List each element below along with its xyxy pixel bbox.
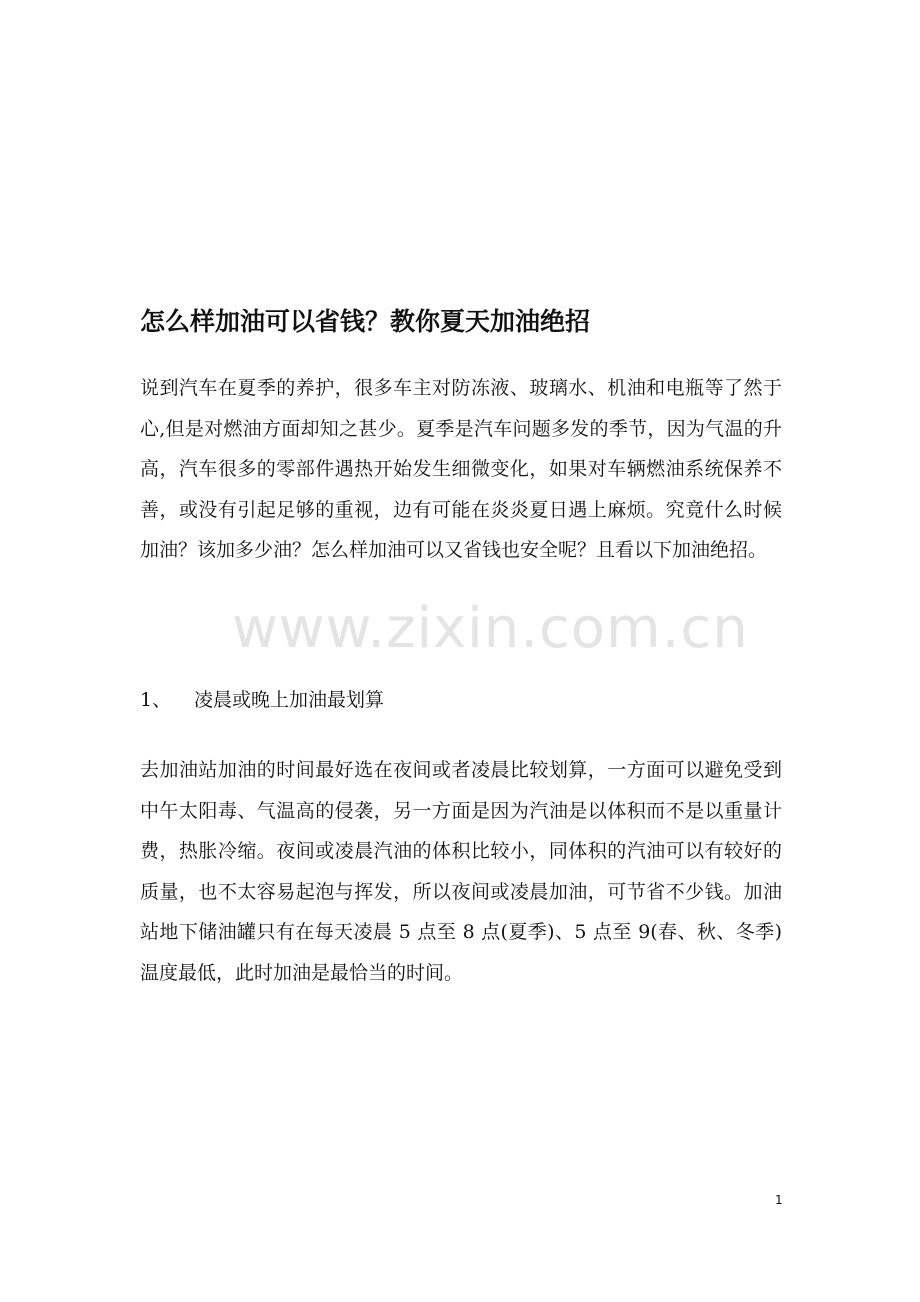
section-number: 1、: [140, 689, 172, 711]
document-title: 怎么样加油可以省钱？教你夏天加油绝招: [140, 307, 591, 336]
section-heading-text: 凌晨或晚上加油最划算: [194, 689, 385, 711]
section-body-paragraph: 去加油站加油的时间最好选在夜间或者凌晨比较划算，一方面可以避免受到中午太阳毒、气温高的侵袭，另一方面是因为汽油是以体积而不是以重量计费，热胀冷缩。夜间或凌晨汽油的体积比较小，同体积的汽油可以有较好的质量，也不太容易起泡与挥发，所以夜间或凌晨加油，可节省不少钱。加油站地下储油罐只有在每天凌晨 5 点至 8 点(夏季)、5 点至 9(春、秋、冬季)温度最低，此时加油是最恰当的时间。: [140, 759, 782, 984]
intro-paragraph: 说到汽车在夏季的养护，很多车主对防冻液、玻璃水、机油和电瓶等了然于心,但是对燃油方面却知之甚少。夏季是汽车问题多发的季节，因为气温的升高，汽车很多的零部件遇热开始发生细微变化，如果对车辆燃油系统保养不善，或没有引起足够的重视，边有可能在炎炎夏日遇上麻烦。究竟什么时候加油？该加多少油？怎么样加油可以又省钱也安全呢？且看以下加油绝招。: [140, 377, 782, 561]
page-number: 1: [775, 1193, 783, 1207]
section-heading: [140, 680, 384, 720]
watermark-text: www.zixin.com.cn: [232, 596, 749, 661]
